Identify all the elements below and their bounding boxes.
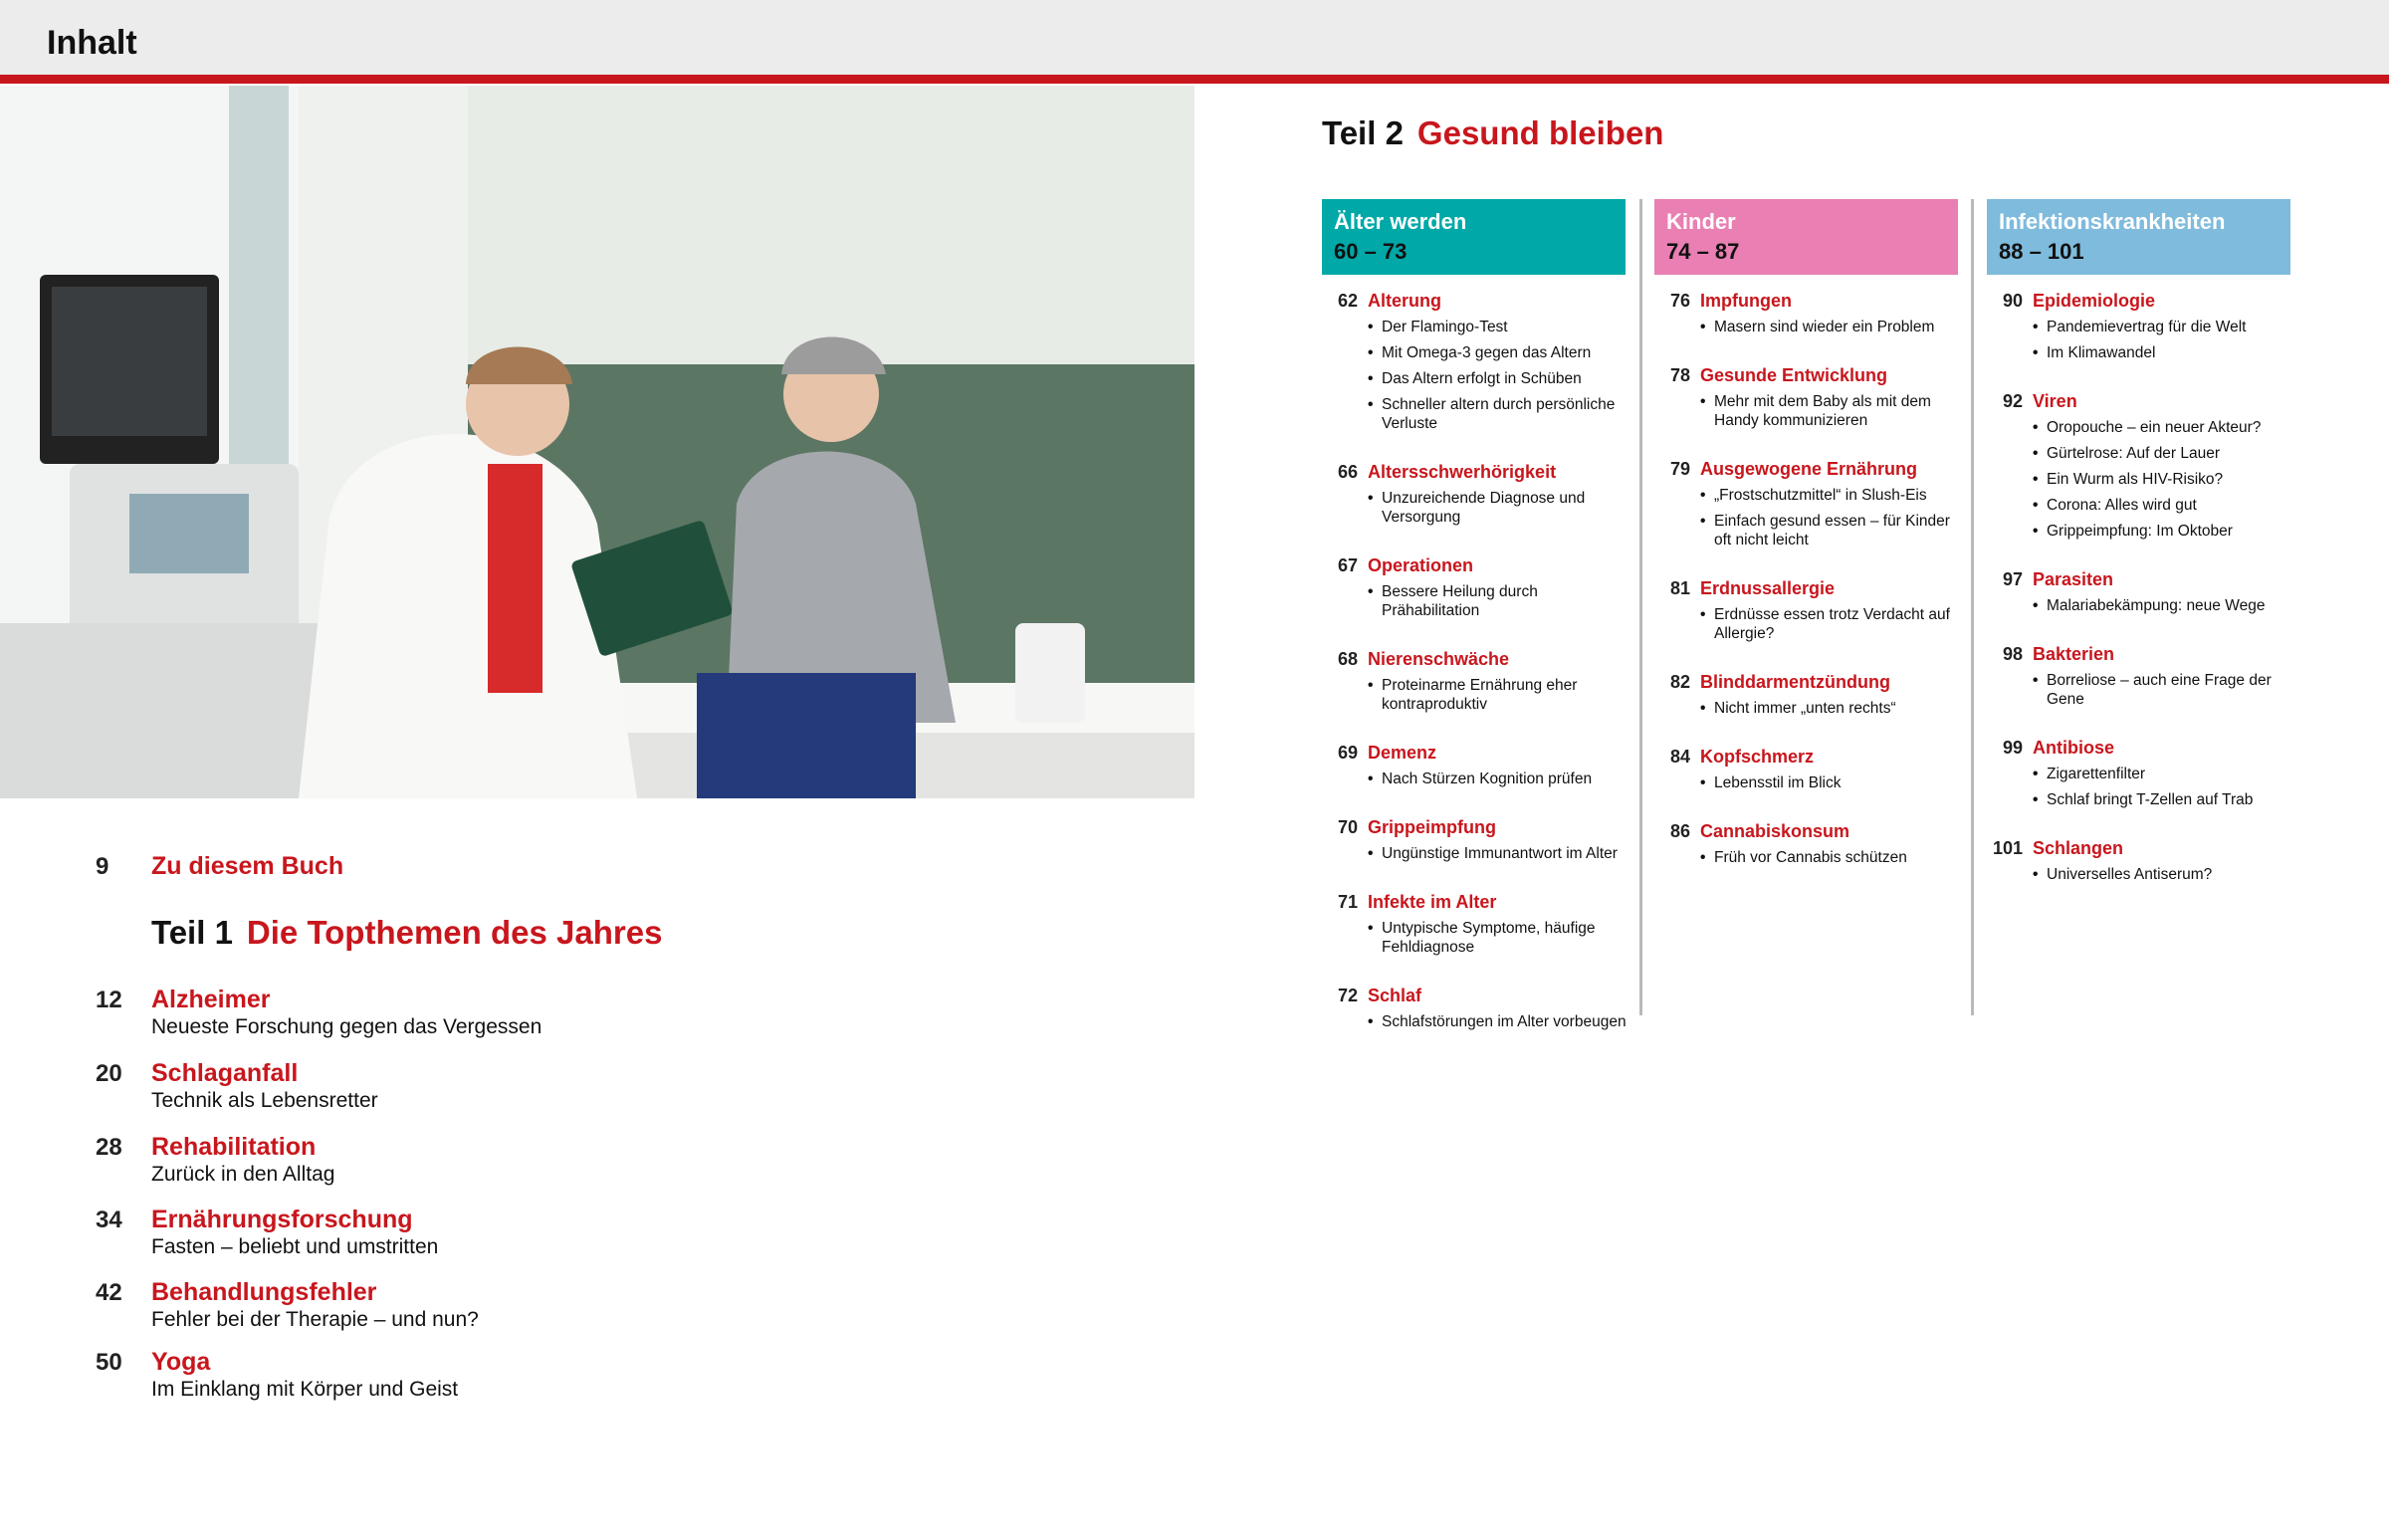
bullet-text: Malariabekämpung: neue Wege	[2047, 597, 2266, 614]
entry-title: Schlaf	[1368, 986, 1422, 1005]
bullet-text: Das Altern erfolgt in Schüben	[1382, 370, 1582, 387]
column-header	[1322, 199, 1626, 275]
column-page-range: 60 – 73	[1334, 239, 1408, 264]
entry-page-number: 34	[96, 1207, 122, 1233]
bullet-dot-icon: •	[1700, 393, 1706, 410]
bullet-dot-icon: •	[2033, 672, 2039, 689]
entry-title: Erdnussallergie	[1700, 578, 1836, 598]
entry-title: Schlangen	[2033, 838, 2124, 858]
doctor-patient-photo	[0, 86, 1194, 798]
entry-title: Grippeimpfung	[1368, 817, 1496, 837]
entry-subtitle: Neueste Forschung gegen das Vergessen	[151, 1015, 543, 1038]
bullet-dot-icon: •	[1700, 606, 1706, 623]
column-1	[1322, 199, 1627, 1030]
bullet-dot-icon: •	[1368, 583, 1374, 600]
bullet-text: Mit Omega-3 gegen das Altern	[1382, 344, 1592, 361]
entry-bullet	[2033, 790, 2301, 809]
bullet-dot-icon: •	[1368, 370, 1374, 387]
entry-bullet	[2033, 343, 2301, 362]
header-bar	[0, 0, 2389, 75]
entry-page-number: 70	[1337, 817, 1358, 837]
bullet-text: „Frostschutzmittel“ in Slush-Eis	[1714, 487, 1927, 504]
bullet-text: Unzureichende Diagnose und Versorgung	[1382, 490, 1586, 526]
column-3	[1987, 199, 2290, 883]
entry-page-number: 71	[1337, 892, 1358, 912]
entry-title: Parasiten	[2033, 569, 2114, 589]
entry-bullet	[1368, 919, 1636, 957]
bullet-dot-icon: •	[2033, 866, 2039, 883]
bullet-text: Erdnüsse essen trotz Verdacht auf Allergie?	[1714, 606, 1950, 642]
bullet-dot-icon: •	[1368, 845, 1374, 862]
entry-title: Antibiose	[2033, 738, 2115, 758]
entry-title: Bakterien	[2033, 644, 2115, 664]
entry-bullet	[1368, 582, 1636, 620]
column-page-range: 74 – 87	[1666, 239, 1740, 264]
entry-page-number: 20	[96, 1060, 122, 1087]
bullet-dot-icon: •	[1700, 774, 1706, 791]
entry-title: Schlaganfall	[151, 1059, 299, 1087]
entry-title: Yoga	[151, 1348, 211, 1376]
entry-bullet	[1368, 369, 1636, 388]
entry-title: Nierenschwäche	[1368, 649, 1510, 669]
entry-bullet	[1368, 318, 1636, 336]
column-name: Älter werden	[1334, 209, 1467, 234]
entry-title: Impfungen	[1700, 291, 1792, 311]
entry-bullet	[2033, 865, 2301, 884]
bullet-dot-icon: •	[2033, 319, 2039, 335]
bullet-text: Im Klimawandel	[2047, 344, 2156, 361]
bullet-dot-icon: •	[1368, 1013, 1374, 1030]
bullet-dot-icon: •	[1368, 770, 1374, 787]
column-divider	[1639, 199, 1642, 1015]
bullet-dot-icon: •	[1368, 344, 1374, 361]
bullet-text: Pandemievertrag für die Welt	[2047, 319, 2247, 335]
entry-title: Infekte im Alter	[1368, 892, 1497, 912]
entry-bullet	[2033, 470, 2301, 489]
entry-page-number: 42	[96, 1279, 122, 1306]
bullet-dot-icon: •	[2033, 419, 2039, 436]
bullet-text: Oropouche – ein neuer Akteur?	[2047, 419, 2262, 436]
photo-illustration	[0, 86, 1194, 798]
entry-bullet	[1700, 486, 1969, 505]
column-header	[1987, 199, 2290, 275]
bullet-dot-icon: •	[1700, 513, 1706, 530]
bullet-dot-icon: •	[1368, 396, 1374, 413]
entry-bullet	[1700, 699, 1969, 718]
entry-title: Kopfschmerz	[1700, 747, 1815, 767]
entry-page-number: 92	[2002, 391, 2023, 411]
column-name: Infektionskrankheiten	[1999, 209, 2226, 234]
entry-bullet	[2033, 522, 2301, 541]
entry-page-number: 101	[1992, 838, 2023, 858]
bullet-text: Corona: Alles wird gut	[2047, 497, 2197, 514]
entry-title: Demenz	[1368, 743, 1437, 763]
entry-title: Blinddarmentzündung	[1700, 672, 1890, 692]
column-2	[1654, 199, 1958, 866]
entry-bullet	[2033, 418, 2301, 437]
bullet-dot-icon: •	[2033, 471, 2039, 488]
entry-subtitle: Fasten – beliebt und umstritten	[151, 1235, 439, 1258]
entry-bullet	[1700, 773, 1969, 792]
bullet-dot-icon: •	[2033, 445, 2039, 462]
entry-title: Behandlungsfehler	[151, 1278, 377, 1306]
entry-bullet	[2033, 596, 2301, 615]
column-divider	[1971, 199, 1974, 1015]
entry-bullet	[1368, 844, 1636, 863]
entry-bullet	[2033, 496, 2301, 515]
teil2-heading	[1322, 114, 1663, 152]
entry-title: Epidemiologie	[2033, 291, 2156, 311]
entry-title: Alterung	[1368, 291, 1441, 311]
bullet-text: Masern sind wieder ein Problem	[1714, 319, 1935, 335]
bullet-dot-icon: •	[2033, 791, 2039, 808]
entry-title: Rehabilitation	[151, 1133, 317, 1161]
column-header	[1654, 199, 1958, 275]
entry-page-number: 62	[1337, 291, 1358, 311]
entry-subtitle: Im Einklang mit Körper und Geist	[151, 1378, 459, 1401]
bullet-text: Universelles Antiserum?	[2047, 866, 2213, 883]
entry-page-number: 69	[1337, 743, 1358, 763]
teil1-label: Teil 1	[151, 914, 233, 951]
entry-page-number: 72	[1337, 986, 1358, 1005]
bullet-dot-icon: •	[2033, 497, 2039, 514]
bullet-text: Proteinarme Ernährung eher kontraproduktiv	[1382, 677, 1578, 713]
bullet-dot-icon: •	[2033, 597, 2039, 614]
page-title: Inhalt	[47, 24, 137, 62]
bullet-text: Einfach gesund essen – für Kinder oft nicht leicht	[1714, 513, 1950, 549]
entry-bullet	[1700, 605, 1969, 643]
bullet-text: Untypische Symptome, häufige Fehldiagnose	[1382, 920, 1596, 956]
column-page-range: 88 – 101	[1999, 239, 2084, 264]
bullet-dot-icon: •	[1700, 849, 1706, 866]
entry-title: Ausgewogene Ernährung	[1700, 459, 1918, 479]
teil1-heading	[151, 914, 662, 952]
entry-page-number: 97	[2002, 569, 2023, 589]
entry-bullet	[2033, 444, 2301, 463]
entry-title: Alzheimer	[151, 986, 271, 1013]
entry-bullet	[1700, 848, 1969, 867]
bullet-text: Schlaf bringt T-Zellen auf Trab	[2047, 791, 2254, 808]
intro-title: Zu diesem Buch	[151, 852, 344, 880]
entry-page-number: 84	[1669, 747, 1690, 767]
entry-page-number: 90	[2002, 291, 2023, 311]
bullet-text: Der Flamingo-Test	[1382, 319, 1508, 335]
teil1-name: Die Topthemen des Jahres	[246, 914, 663, 951]
entry-bullet	[1368, 489, 1636, 527]
teil2-label: Teil 2	[1322, 114, 1404, 151]
entry-page-number: 76	[1669, 291, 1690, 311]
bullet-text: Schneller altern durch persönliche Verluste	[1382, 396, 1616, 432]
entry-title: Viren	[2033, 391, 2077, 411]
bullet-dot-icon: •	[1700, 487, 1706, 504]
entry-page-number: 79	[1669, 459, 1690, 479]
bullet-dot-icon: •	[1700, 700, 1706, 717]
entry-bullet	[1368, 770, 1636, 788]
entry-page-number: 66	[1337, 462, 1358, 482]
entry-page-number: 28	[96, 1134, 122, 1161]
entry-page-number: 50	[96, 1349, 122, 1376]
entry-page-number: 12	[96, 987, 122, 1013]
bullet-text: Nach Stürzen Kognition prüfen	[1382, 770, 1593, 787]
bullet-dot-icon: •	[1368, 677, 1374, 694]
entry-title: Altersschwerhörigkeit	[1368, 462, 1557, 482]
bullet-dot-icon: •	[2033, 344, 2039, 361]
column-name: Kinder	[1666, 209, 1736, 234]
entry-bullet	[1700, 512, 1969, 550]
entry-bullet	[1700, 392, 1969, 430]
entry-bullet	[1368, 676, 1636, 714]
entry-title: Gesunde Entwicklung	[1700, 365, 1888, 385]
bullet-text: Nicht immer „unten rechts“	[1714, 700, 1896, 717]
entry-page-number: 78	[1669, 365, 1690, 385]
bullet-text: Grippeimpfung: Im Oktober	[2047, 523, 2233, 540]
entry-page-number: 67	[1337, 555, 1358, 575]
bullet-text: Mehr mit dem Baby als mit dem Handy kommunizieren	[1714, 393, 1931, 429]
bullet-text: Lebensstil im Blick	[1714, 774, 1842, 791]
entry-page-number: 98	[2002, 644, 2023, 664]
bullet-text: Ein Wurm als HIV-Risiko?	[2047, 471, 2224, 488]
teil2-name: Gesund bleiben	[1416, 114, 1664, 151]
entry-page-number: 68	[1337, 649, 1358, 669]
bullet-text: Früh vor Cannabis schützen	[1714, 849, 1907, 866]
entry-title: Ernährungsforschung	[151, 1206, 413, 1233]
bullet-dot-icon: •	[1368, 490, 1374, 507]
bullet-text: Schlafstörungen im Alter vorbeugen	[1382, 1013, 1627, 1030]
bullet-text: Borreliose – auch eine Frage der Gene	[2047, 672, 2272, 708]
header-rule	[0, 75, 2389, 84]
bullet-dot-icon: •	[2033, 766, 2039, 782]
bullet-dot-icon: •	[1368, 920, 1374, 937]
entry-page-number: 86	[1669, 821, 1690, 841]
bullet-text: Ungünstige Immunantwort im Alter	[1382, 845, 1618, 862]
entry-bullet	[1368, 1012, 1636, 1031]
entry-bullet	[2033, 765, 2301, 783]
entry-subtitle: Zurück in den Alltag	[151, 1163, 335, 1186]
bullet-dot-icon: •	[1700, 319, 1706, 335]
entry-page-number: 81	[1669, 578, 1690, 598]
bullet-text: Bessere Heilung durch Prähabilitation	[1382, 583, 1538, 619]
entry-bullet	[1700, 318, 1969, 336]
entry-title: Operationen	[1368, 555, 1474, 575]
entry-page-number: 82	[1669, 672, 1690, 692]
entry-bullet	[2033, 671, 2301, 709]
entry-subtitle: Fehler bei der Therapie – und nun?	[151, 1308, 479, 1331]
entry-bullet	[1368, 343, 1636, 362]
bullet-text: Zigarettenfilter	[2047, 766, 2146, 782]
entry-page-number: 99	[2002, 738, 2023, 758]
entry-bullet	[1368, 395, 1636, 433]
bullet-text: Gürtelrose: Auf der Lauer	[2047, 445, 2221, 462]
bullet-dot-icon: •	[1368, 319, 1374, 335]
entry-subtitle: Technik als Lebensretter	[151, 1089, 378, 1112]
entry-bullet	[2033, 318, 2301, 336]
intro-page-number: 9	[96, 853, 109, 880]
entry-title: Cannabiskonsum	[1700, 821, 1850, 841]
bullet-dot-icon: •	[2033, 523, 2039, 540]
